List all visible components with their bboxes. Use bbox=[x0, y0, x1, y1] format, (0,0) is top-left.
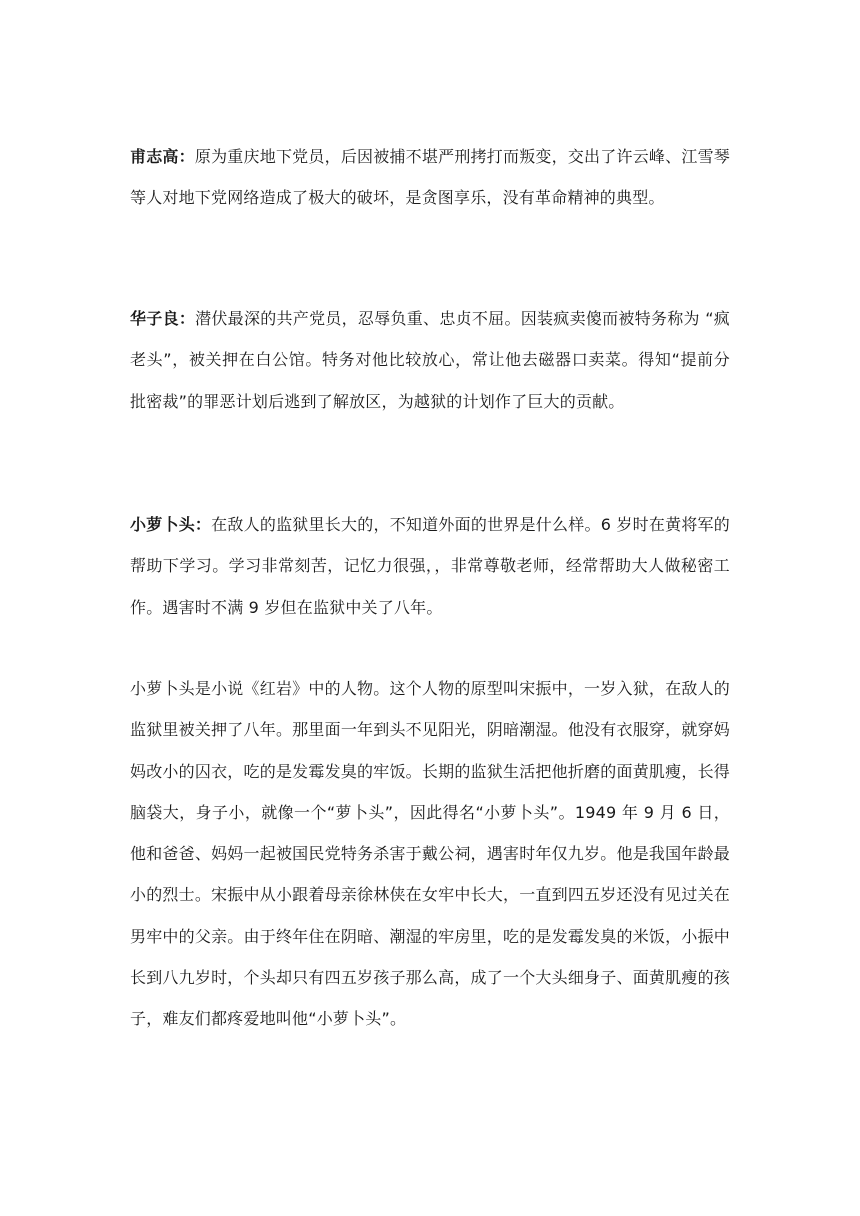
background-paragraph bbox=[130, 668, 730, 1040]
character-name: 甫志高： bbox=[130, 147, 195, 166]
character-paragraph-hua-ziliang bbox=[130, 298, 730, 422]
body-text: 小萝卜头是小说《红岩》中的人物。这个人物的原型叫宋振中，一岁入狱，在敌人的监狱里被关押了八年。那里面一年到头不见阳光，阴暗潮湿。他没有衣服穿，就穿妈妈改小的囚衣，吃的是发霉发臭的牢饭。长期的监狱生活把他折磨的面黄肌瘦，长得脑袋大，身子小，就像一个“萝卜头”，因此得名“小萝卜头”。1949 年 9 月 6 日，他和爸爸、妈妈一起被国民党特务杀害于戴公祠，遇害时年仅九岁。他是我国年龄最小的烈士。宋振中从小跟着母亲徐林侠在女牢中长大，一直到四五岁还没有见过关在男牢中的父亲。由于终年住在阴暗、潮湿的牢房里，吃的是发霉发臭的米饭，小振中长到八九岁时，个头却只有四五岁孩子那么高，成了一个大头细身子、面黄肌瘦的孩子，难友们都疼爱地叫他“小萝卜头”。 bbox=[130, 679, 730, 1029]
character-description: 潜伏最深的共产党员，忍辱负重、忠贞不屈。因装疯卖傻而被特务称为 “疯老头”，被关押在白公馆。特务对他比较放心，常让他去磁器口卖菜。得知“提前分批密裁”的罪恶计划后逃到了解放区，为越狱的计划作了巨大的贡献。 bbox=[130, 309, 730, 411]
character-name: 小萝卜头： bbox=[130, 515, 212, 534]
character-description: 原为重庆地下党员，后因被捕不堪严刑拷打而叛变，交出了许云峰、江雪琴等人对地下党网络造成了极大的破坏，是贪图享乐，没有革命精神的典型。 bbox=[130, 147, 730, 208]
character-name: 华子良： bbox=[130, 309, 196, 328]
character-paragraph-fu-zhigao bbox=[130, 136, 730, 219]
character-paragraph-xiao-luobotou bbox=[130, 504, 730, 628]
character-description: 在敌人的监狱里长大的，不知道外面的世界是什么样。6 岁时在黄将军的帮助下学习。学习非常刻苦，记忆力很强，，非常尊敬老师，经常帮助大人做秘密工作。遇害时不满 9 岁但在监狱中关了八年。 bbox=[130, 515, 730, 617]
